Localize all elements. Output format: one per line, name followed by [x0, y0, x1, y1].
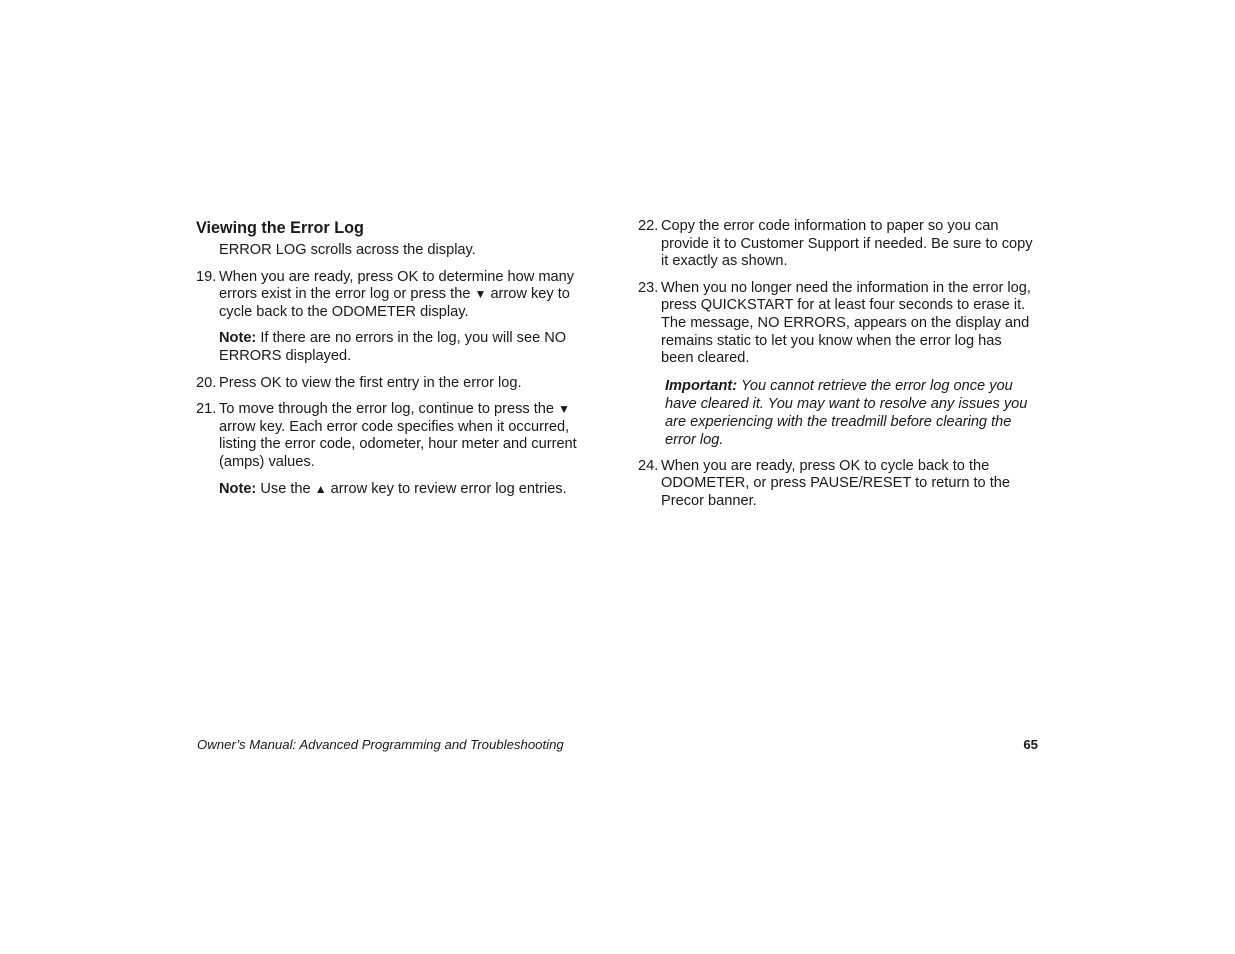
- note-text: Use the: [256, 480, 315, 497]
- note-label: Note:: [219, 330, 257, 347]
- step-number: 24.: [638, 457, 659, 474]
- left-column: [196, 218, 591, 507]
- step-number: 21.: [196, 401, 217, 418]
- step-text: When you are ready, press OK to cycle back to the ODOMETER, or press PAUSE/RESET to return to the Precor banner.: [661, 457, 1011, 509]
- footer-title: Owner’s Manual: Advanced Programming and Troubleshooting: [197, 737, 564, 752]
- step-19: [196, 269, 591, 322]
- step-24: [638, 458, 1038, 511]
- down-arrow-icon: ▼: [558, 402, 570, 417]
- step-21: [196, 401, 591, 471]
- important-label: Important:: [665, 377, 738, 394]
- section-heading: Viewing the Error Log: [196, 219, 364, 237]
- note-label: Note:: [219, 480, 257, 497]
- step-number: 20.: [196, 374, 217, 391]
- step-text-part: arrow key to cycle back to the ODOMETER display.: [219, 286, 570, 320]
- step-number: 23.: [638, 279, 659, 296]
- step-text: [219, 269, 591, 322]
- step-text-part: To move through the error log, continue to press the: [219, 401, 559, 418]
- step-number: 22.: [638, 218, 659, 234]
- step-text: Press OK to view the first entry in the error log.: [219, 374, 522, 391]
- step-23: [638, 280, 1038, 368]
- note-up-arrow: [196, 481, 591, 499]
- important-text: You cannot retrieve the error log once you have cleared it. You may want to resolve any issues you are experiencing with the treadmill before clearing the error log.: [665, 377, 1028, 448]
- step-20: [196, 375, 591, 393]
- page-number: 65: [1023, 737, 1038, 752]
- step-text: When you no longer need the information in the error log, press QUICKSTART for at least four seconds to erase it. The message, NO ERRORS, appears on the display and remains static to let you know when the error log has been cleared.: [661, 279, 1031, 367]
- up-arrow-icon: ▲: [314, 481, 327, 496]
- step-text-part: When you are ready, press OK to determine how many errors exist in the error log or press the: [219, 268, 575, 303]
- note-no-errors: [196, 330, 591, 365]
- note-text: If there are no errors in the log, you will see NO ERRORS displayed.: [219, 330, 567, 364]
- intro-paragraph: ERROR LOG scrolls across the display.: [219, 242, 476, 258]
- step-22: [638, 218, 1038, 271]
- step-text-part: arrow key. Each error code specifies when it occurred, listing the error code, odometer, hour meter and current (amps) values.: [219, 418, 577, 470]
- page-footer: [197, 736, 1038, 754]
- important-note: [638, 377, 1038, 449]
- down-arrow-icon: ▼: [474, 287, 487, 302]
- step-text: [219, 401, 591, 471]
- note-text: arrow key to review error log entries.: [326, 480, 567, 497]
- right-column: [638, 218, 1038, 520]
- step-number: 19.: [196, 268, 217, 285]
- step-text: Copy the error code information to paper so you can provide it to Customer Support if needed. Be sure to copy it exactly as shown.: [661, 218, 1033, 270]
